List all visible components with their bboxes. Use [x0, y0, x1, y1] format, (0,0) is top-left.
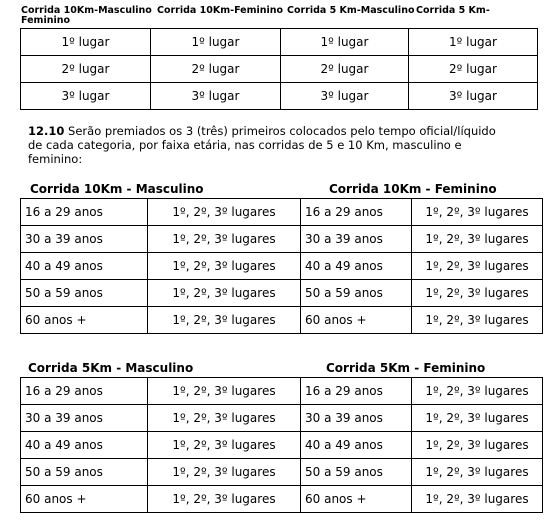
- age-cell: 50 a 59 anos: [21, 280, 148, 307]
- caption-5km-masc: Corrida 5Km - Masculino: [28, 361, 194, 375]
- age-cell: 40 a 49 anos: [301, 432, 412, 459]
- section-line-2: de cada categoria, por faixa etária, nas corridas de 5 e 10 Km, masculino e: [28, 138, 462, 152]
- caption-10km-fem: Corrida 10Km - Feminino: [329, 182, 497, 196]
- age-cell: 50 a 59 anos: [21, 459, 148, 486]
- age-cell: 30 a 39 anos: [301, 405, 412, 432]
- table-row: [21, 253, 543, 280]
- table-row: [21, 486, 543, 513]
- section-paragraph: [28, 124, 543, 166]
- table-row: [21, 199, 543, 226]
- section-text-1: Serão premiados os 3 (três) primeiros colocados pelo tempo oficial/líquido: [64, 124, 496, 138]
- table-row: [21, 56, 538, 83]
- places-cell: 1º, 2º, 3º lugares: [148, 226, 301, 253]
- table-row: [21, 226, 543, 253]
- table-row: [21, 29, 538, 56]
- places-cell: 1º, 2º, 3º lugares: [412, 199, 543, 226]
- table-cell: 3º lugar: [409, 83, 538, 110]
- age-cell: 60 anos +: [301, 307, 412, 334]
- table-cell: 3º lugar: [21, 83, 151, 110]
- table-row: [21, 378, 543, 405]
- table-row: [21, 280, 543, 307]
- top-placement-table: [20, 28, 538, 110]
- places-cell: 1º, 2º, 3º lugares: [148, 486, 301, 513]
- places-cell: 1º, 2º, 3º lugares: [412, 226, 543, 253]
- top-header-10km-fem: Corrida 10Km-Feminino: [157, 5, 284, 16]
- age-cell: 16 a 29 anos: [21, 378, 148, 405]
- age-cell: 16 a 29 anos: [301, 378, 412, 405]
- places-cell: 1º, 2º, 3º lugares: [412, 486, 543, 513]
- table-cell: 2º lugar: [21, 56, 151, 83]
- places-cell: 1º, 2º, 3º lugares: [412, 253, 543, 280]
- places-cell: 1º, 2º, 3º lugares: [412, 459, 543, 486]
- table-cell: 3º lugar: [281, 83, 409, 110]
- age-cell: 16 a 29 anos: [21, 199, 148, 226]
- places-cell: 1º, 2º, 3º lugares: [412, 280, 543, 307]
- places-cell: 1º, 2º, 3º lugares: [148, 253, 301, 280]
- age-cell: 40 a 49 anos: [301, 253, 412, 280]
- table-cell: 2º lugar: [281, 56, 409, 83]
- caption-10km-masc: Corrida 10Km - Masculino: [30, 182, 204, 196]
- places-cell: 1º, 2º, 3º lugares: [412, 307, 543, 334]
- section-line-3: feminino:: [28, 152, 83, 166]
- places-cell: 1º, 2º, 3º lugares: [148, 405, 301, 432]
- top-header-5km-masc: Corrida 5 Km-Masculino: [287, 5, 415, 16]
- age-cell: 60 anos +: [21, 307, 148, 334]
- caption-5km-fem: Corrida 5Km - Feminino: [326, 361, 486, 375]
- age-cell: 30 a 39 anos: [301, 226, 412, 253]
- age-cell: 30 a 39 anos: [21, 405, 148, 432]
- table-5km: [20, 377, 543, 513]
- table-cell: 1º lugar: [409, 29, 538, 56]
- age-cell: 50 a 59 anos: [301, 459, 412, 486]
- table-row: [21, 83, 538, 110]
- age-cell: 60 anos +: [301, 486, 412, 513]
- table-cell: 1º lugar: [21, 29, 151, 56]
- age-cell: 40 a 49 anos: [21, 432, 148, 459]
- age-cell: 40 a 49 anos: [21, 253, 148, 280]
- table-row: [21, 432, 543, 459]
- table-cell: 1º lugar: [281, 29, 409, 56]
- age-cell: 60 anos +: [21, 486, 148, 513]
- age-cell: 50 a 59 anos: [301, 280, 412, 307]
- table-cell: 1º lugar: [151, 29, 281, 56]
- places-cell: 1º, 2º, 3º lugares: [412, 432, 543, 459]
- places-cell: 1º, 2º, 3º lugares: [148, 307, 301, 334]
- table-row: [21, 459, 543, 486]
- places-cell: 1º, 2º, 3º lugares: [148, 459, 301, 486]
- table-10km: [20, 198, 543, 334]
- places-cell: 1º, 2º, 3º lugares: [148, 280, 301, 307]
- places-cell: 1º, 2º, 3º lugares: [148, 432, 301, 459]
- age-cell: 16 a 29 anos: [301, 199, 412, 226]
- table-cell: 2º lugar: [409, 56, 538, 83]
- top-header-10km-masc: Corrida 10Km-Masculino: [21, 5, 152, 16]
- section-line-1: [28, 124, 543, 138]
- places-cell: 1º, 2º, 3º lugares: [412, 378, 543, 405]
- places-cell: 1º, 2º, 3º lugares: [412, 405, 543, 432]
- section-number: 12.10: [28, 124, 65, 138]
- table-cell: 3º lugar: [151, 83, 281, 110]
- table-cell: 2º lugar: [151, 56, 281, 83]
- places-cell: 1º, 2º, 3º lugares: [148, 199, 301, 226]
- places-cell: 1º, 2º, 3º lugares: [148, 378, 301, 405]
- table-row: [21, 307, 543, 334]
- top-header-5km-fem: Corrida 5 Km-: [416, 5, 490, 16]
- table-row: [21, 405, 543, 432]
- top-header-5km-fem-cont: Feminino: [21, 15, 71, 26]
- age-cell: 30 a 39 anos: [21, 226, 148, 253]
